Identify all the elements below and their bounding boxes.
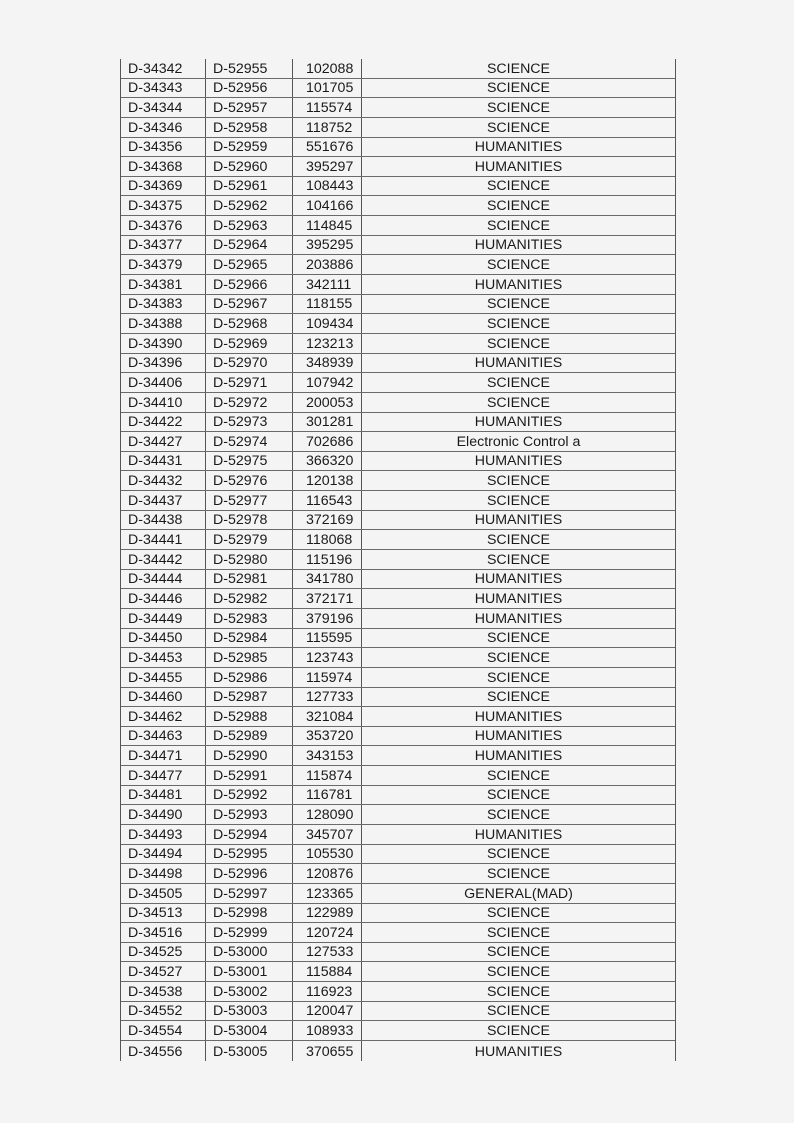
reference-id-cell: D-53000: [206, 943, 293, 962]
reference-id-cell: D-53005: [206, 1041, 293, 1061]
number-cell: 115974: [293, 668, 362, 687]
category-cell: SCIENCE: [486, 846, 551, 863]
record-id-cell: D-34438: [121, 511, 206, 530]
number-cell: 116923: [293, 982, 362, 1001]
record-id-cell: D-34406: [121, 373, 206, 392]
table-row: [121, 236, 675, 256]
number-cell: 395297: [293, 157, 362, 176]
reference-id-cell: D-52988: [206, 707, 293, 726]
data-table: [120, 59, 676, 1061]
reference-id-cell: D-52998: [206, 904, 293, 923]
number-cell: 348939: [293, 354, 362, 373]
record-id-cell: D-34369: [121, 177, 206, 196]
record-id-cell: D-34513: [121, 904, 206, 923]
number-cell: 108443: [293, 177, 362, 196]
record-id-cell: D-34441: [121, 530, 206, 549]
category-cell: HUMANITIES: [474, 139, 563, 156]
category-cell: SCIENCE: [486, 80, 551, 97]
number-cell: 123213: [293, 334, 362, 353]
category-cell: HUMANITIES: [474, 728, 563, 745]
table-row: [121, 177, 675, 197]
reference-id-cell: D-52972: [206, 393, 293, 412]
number-cell: 551676: [293, 138, 362, 157]
reference-id-cell: D-52971: [206, 373, 293, 392]
reference-id-cell: D-52959: [206, 138, 293, 157]
category-cell: HUMANITIES: [474, 1043, 563, 1060]
category-cell: SCIENCE: [486, 492, 551, 509]
table-row: [121, 982, 675, 1002]
record-id-cell: D-34494: [121, 845, 206, 864]
table-row: [121, 825, 675, 845]
table-row: [121, 255, 675, 275]
reference-id-cell: D-52973: [206, 413, 293, 432]
number-cell: 115574: [293, 98, 362, 117]
table-row: [121, 609, 675, 629]
record-id-cell: D-34490: [121, 805, 206, 824]
number-cell: 115884: [293, 962, 362, 981]
category-cell: SCIENCE: [486, 198, 551, 215]
category-cell: SCIENCE: [486, 178, 551, 195]
record-id-cell: D-34376: [121, 216, 206, 235]
record-id-cell: D-34455: [121, 668, 206, 687]
number-cell: 321084: [293, 707, 362, 726]
reference-id-cell: D-52994: [206, 825, 293, 844]
number-cell: 127533: [293, 943, 362, 962]
table-row: [121, 216, 675, 236]
category-cell: SCIENCE: [486, 964, 551, 981]
record-id-cell: D-34449: [121, 609, 206, 628]
table-row: [121, 138, 675, 158]
category-cell: SCIENCE: [486, 630, 551, 647]
table-row: [121, 688, 675, 708]
record-id-cell: D-34379: [121, 255, 206, 274]
number-cell: 120047: [293, 1002, 362, 1021]
record-id-cell: D-34432: [121, 471, 206, 490]
record-id-cell: D-34453: [121, 648, 206, 667]
reference-id-cell: D-53004: [206, 1021, 293, 1040]
record-id-cell: D-34356: [121, 138, 206, 157]
record-id-cell: D-34505: [121, 884, 206, 903]
category-cell: SCIENCE: [486, 315, 551, 332]
reference-id-cell: D-52987: [206, 688, 293, 707]
record-id-cell: D-34344: [121, 98, 206, 117]
table-row: [121, 393, 675, 413]
record-id-cell: D-34462: [121, 707, 206, 726]
reference-id-cell: D-52983: [206, 609, 293, 628]
number-cell: 301281: [293, 413, 362, 432]
record-id-cell: D-34556: [121, 1041, 206, 1061]
record-id-cell: D-34383: [121, 295, 206, 314]
record-id-cell: D-34388: [121, 314, 206, 333]
number-cell: 116781: [293, 786, 362, 805]
category-cell: SCIENCE: [486, 983, 551, 1000]
reference-id-cell: D-52958: [206, 118, 293, 137]
number-cell: 379196: [293, 609, 362, 628]
reference-id-cell: D-52968: [206, 314, 293, 333]
reference-id-cell: D-52982: [206, 589, 293, 608]
record-id-cell: D-34342: [121, 59, 206, 78]
category-cell: SCIENCE: [486, 551, 551, 568]
table-row: [121, 295, 675, 315]
table-row: [121, 1021, 675, 1041]
reference-id-cell: D-52980: [206, 550, 293, 569]
table-row: [121, 589, 675, 609]
record-id-cell: D-34481: [121, 786, 206, 805]
category-cell: Electronic Control a: [456, 433, 581, 450]
number-cell: 203886: [293, 255, 362, 274]
reference-id-cell: D-52991: [206, 766, 293, 785]
record-id-cell: D-34442: [121, 550, 206, 569]
category-cell: SCIENCE: [486, 944, 551, 961]
record-id-cell: D-34446: [121, 589, 206, 608]
record-id-cell: D-34375: [121, 196, 206, 215]
number-cell: 372171: [293, 589, 362, 608]
category-cell: SCIENCE: [486, 374, 551, 391]
table-row: [121, 275, 675, 295]
category-cell: HUMANITIES: [474, 355, 563, 372]
number-cell: 118068: [293, 530, 362, 549]
category-cell: SCIENCE: [486, 924, 551, 941]
category-cell: SCIENCE: [486, 767, 551, 784]
number-cell: 120724: [293, 923, 362, 942]
category-cell: SCIENCE: [486, 787, 551, 804]
category-cell: SCIENCE: [486, 532, 551, 549]
record-id-cell: D-34471: [121, 746, 206, 765]
table-row: [121, 118, 675, 138]
table-row: [121, 550, 675, 570]
table-row: [121, 373, 675, 393]
reference-id-cell: D-53001: [206, 962, 293, 981]
table-row: [121, 707, 675, 727]
table-row: [121, 98, 675, 118]
table-row: [121, 59, 675, 79]
record-id-cell: D-34390: [121, 334, 206, 353]
reference-id-cell: D-53003: [206, 1002, 293, 1021]
table-row: [121, 786, 675, 806]
category-cell: SCIENCE: [486, 1003, 551, 1020]
category-cell: HUMANITIES: [474, 414, 563, 431]
reference-id-cell: D-52985: [206, 648, 293, 667]
category-cell: SCIENCE: [486, 99, 551, 116]
record-id-cell: D-34516: [121, 923, 206, 942]
reference-id-cell: D-52996: [206, 864, 293, 883]
table-row: [121, 432, 675, 452]
number-cell: 702686: [293, 432, 362, 451]
table-row: [121, 864, 675, 884]
reference-id-cell: D-52997: [206, 884, 293, 903]
record-id-cell: D-34552: [121, 1002, 206, 1021]
table-row: [121, 196, 675, 216]
reference-id-cell: D-52986: [206, 668, 293, 687]
table-row: [121, 157, 675, 177]
table-row: [121, 943, 675, 963]
number-cell: 372169: [293, 511, 362, 530]
number-cell: 101705: [293, 79, 362, 98]
record-id-cell: D-34493: [121, 825, 206, 844]
reference-id-cell: D-52976: [206, 471, 293, 490]
number-cell: 127733: [293, 688, 362, 707]
table-row: [121, 805, 675, 825]
record-id-cell: D-34463: [121, 727, 206, 746]
number-cell: 128090: [293, 805, 362, 824]
number-cell: 353720: [293, 727, 362, 746]
category-cell: GENERAL(MAD): [464, 885, 573, 902]
table-row: [121, 904, 675, 924]
table-row: [121, 570, 675, 590]
record-id-cell: D-34477: [121, 766, 206, 785]
reference-id-cell: D-52963: [206, 216, 293, 235]
number-cell: 115595: [293, 629, 362, 648]
category-cell: HUMANITIES: [474, 571, 563, 588]
table-row: [121, 1041, 675, 1061]
category-cell: SCIENCE: [486, 60, 551, 77]
number-cell: 114845: [293, 216, 362, 235]
table-row: [121, 314, 675, 334]
category-cell: HUMANITIES: [474, 237, 563, 254]
category-cell: HUMANITIES: [474, 590, 563, 607]
reference-id-cell: D-52964: [206, 236, 293, 255]
reference-id-cell: D-52974: [206, 432, 293, 451]
category-cell: SCIENCE: [486, 257, 551, 274]
number-cell: 109434: [293, 314, 362, 333]
category-cell: HUMANITIES: [474, 512, 563, 529]
record-id-cell: D-34431: [121, 452, 206, 471]
reference-id-cell: D-52995: [206, 845, 293, 864]
table-row: [121, 884, 675, 904]
table-row: [121, 511, 675, 531]
number-cell: 123365: [293, 884, 362, 903]
number-cell: 120138: [293, 471, 362, 490]
reference-id-cell: D-52970: [206, 354, 293, 373]
record-id-cell: D-34396: [121, 354, 206, 373]
category-cell: HUMANITIES: [474, 453, 563, 470]
category-cell: SCIENCE: [486, 669, 551, 686]
category-cell: HUMANITIES: [474, 276, 563, 293]
category-cell: SCIENCE: [486, 1023, 551, 1040]
record-id-cell: D-34377: [121, 236, 206, 255]
record-id-cell: D-34343: [121, 79, 206, 98]
table-row: [121, 648, 675, 668]
number-cell: 122989: [293, 904, 362, 923]
category-cell: SCIENCE: [486, 473, 551, 490]
table-row: [121, 1002, 675, 1022]
number-cell: 120876: [293, 864, 362, 883]
category-cell: SCIENCE: [486, 119, 551, 136]
category-cell: SCIENCE: [486, 335, 551, 352]
reference-id-cell: D-52981: [206, 570, 293, 589]
number-cell: 341780: [293, 570, 362, 589]
category-cell: SCIENCE: [486, 649, 551, 666]
number-cell: 345707: [293, 825, 362, 844]
category-cell: HUMANITIES: [474, 610, 563, 627]
category-cell: SCIENCE: [486, 865, 551, 882]
number-cell: 115874: [293, 766, 362, 785]
table-row: [121, 334, 675, 354]
reference-id-cell: D-52960: [206, 157, 293, 176]
record-id-cell: D-34527: [121, 962, 206, 981]
reference-id-cell: D-52984: [206, 629, 293, 648]
reference-id-cell: D-52965: [206, 255, 293, 274]
table-row: [121, 491, 675, 511]
category-cell: SCIENCE: [486, 689, 551, 706]
number-cell: 102088: [293, 59, 362, 78]
table-row: [121, 354, 675, 374]
reference-id-cell: D-53002: [206, 982, 293, 1001]
reference-id-cell: D-52961: [206, 177, 293, 196]
record-id-cell: D-34444: [121, 570, 206, 589]
record-id-cell: D-34381: [121, 275, 206, 294]
number-cell: 395295: [293, 236, 362, 255]
reference-id-cell: D-52978: [206, 511, 293, 530]
table-row: [121, 629, 675, 649]
record-id-cell: D-34346: [121, 118, 206, 137]
number-cell: 116543: [293, 491, 362, 510]
reference-id-cell: D-52955: [206, 59, 293, 78]
category-cell: SCIENCE: [486, 905, 551, 922]
record-id-cell: D-34368: [121, 157, 206, 176]
reference-id-cell: D-52990: [206, 746, 293, 765]
category-cell: SCIENCE: [486, 296, 551, 313]
reference-id-cell: D-52966: [206, 275, 293, 294]
number-cell: 118752: [293, 118, 362, 137]
reference-id-cell: D-52967: [206, 295, 293, 314]
reference-id-cell: D-52975: [206, 452, 293, 471]
category-cell: SCIENCE: [486, 394, 551, 411]
number-cell: 366320: [293, 452, 362, 471]
number-cell: 123743: [293, 648, 362, 667]
table-row: [121, 668, 675, 688]
record-id-cell: D-34437: [121, 491, 206, 510]
reference-id-cell: D-52957: [206, 98, 293, 117]
table-row: [121, 471, 675, 491]
category-cell: SCIENCE: [486, 806, 551, 823]
table-row: [121, 452, 675, 472]
record-id-cell: D-34410: [121, 393, 206, 412]
table-row: [121, 79, 675, 99]
number-cell: 370655: [293, 1041, 362, 1061]
reference-id-cell: D-52956: [206, 79, 293, 98]
record-id-cell: D-34538: [121, 982, 206, 1001]
record-id-cell: D-34525: [121, 943, 206, 962]
record-id-cell: D-34422: [121, 413, 206, 432]
record-id-cell: D-34498: [121, 864, 206, 883]
reference-id-cell: D-52992: [206, 786, 293, 805]
category-cell: HUMANITIES: [474, 708, 563, 725]
number-cell: 118155: [293, 295, 362, 314]
record-id-cell: D-34460: [121, 688, 206, 707]
number-cell: 342111: [293, 275, 362, 294]
table-row: [121, 727, 675, 747]
number-cell: 200053: [293, 393, 362, 412]
table-row: [121, 746, 675, 766]
number-cell: 104166: [293, 196, 362, 215]
number-cell: 107942: [293, 373, 362, 392]
record-id-cell: D-34450: [121, 629, 206, 648]
number-cell: 343153: [293, 746, 362, 765]
category-cell: HUMANITIES: [474, 158, 563, 175]
table-row: [121, 766, 675, 786]
table-row: [121, 923, 675, 943]
table-row: [121, 530, 675, 550]
table-row: [121, 413, 675, 433]
table-row: [121, 962, 675, 982]
category-cell: HUMANITIES: [474, 826, 563, 843]
category-cell: HUMANITIES: [474, 748, 563, 765]
number-cell: 108933: [293, 1021, 362, 1040]
reference-id-cell: D-52969: [206, 334, 293, 353]
reference-id-cell: D-52989: [206, 727, 293, 746]
reference-id-cell: D-52962: [206, 196, 293, 215]
reference-id-cell: D-52977: [206, 491, 293, 510]
reference-id-cell: D-52993: [206, 805, 293, 824]
reference-id-cell: D-52979: [206, 530, 293, 549]
record-id-cell: D-34554: [121, 1021, 206, 1040]
record-id-cell: D-34427: [121, 432, 206, 451]
category-cell: SCIENCE: [486, 217, 551, 234]
table-row: [121, 845, 675, 865]
reference-id-cell: D-52999: [206, 923, 293, 942]
number-cell: 115196: [293, 550, 362, 569]
number-cell: 105530: [293, 845, 362, 864]
